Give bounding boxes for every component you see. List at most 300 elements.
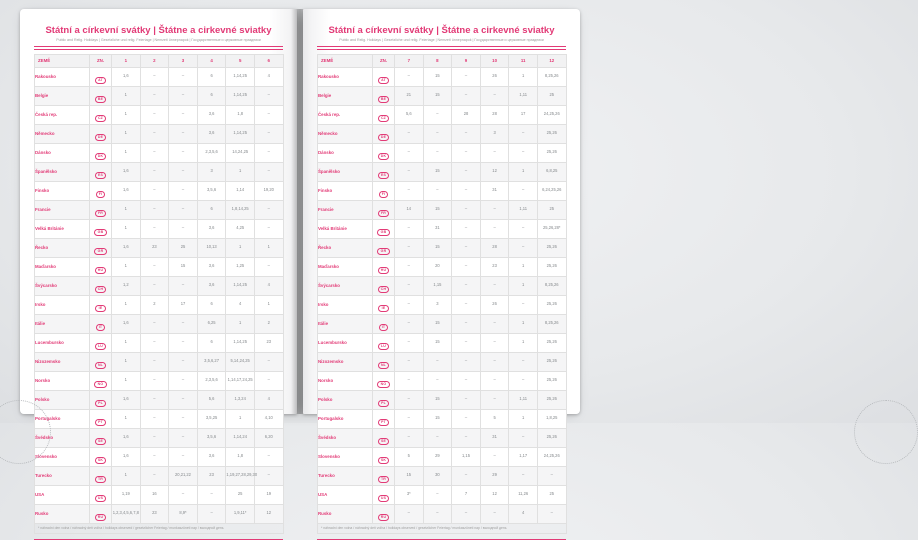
table-row [35,466,284,485]
holiday-dates-cell: – [452,238,481,257]
country-code-badge: PL [378,400,389,407]
table-row [35,124,284,143]
holiday-dates-cell: – [509,181,538,200]
holiday-dates-cell: 3,6 [197,276,226,295]
country-code-badge: AT [95,77,106,84]
holiday-dates-cell: 6,25 [197,314,226,333]
table-row [318,428,567,447]
holiday-dates-cell: – [169,390,198,409]
table-row [318,105,567,124]
holiday-dates-cell: – [140,86,169,105]
holiday-dates-cell: 8,9* [169,504,198,523]
holiday-dates-cell: 5 [395,447,424,466]
holiday-dates-cell: 1,6 [112,314,141,333]
holiday-dates-cell: – [254,371,283,390]
country-code-cell [373,352,395,371]
holiday-dates-cell: 15 [423,390,452,409]
holiday-dates-cell: 14,24,25 [226,143,255,162]
holiday-dates-cell: – [254,162,283,181]
holiday-dates-cell: 1,6 [112,447,141,466]
holiday-dates-cell: – [509,124,538,143]
country-code-badge: RU [95,514,107,521]
holiday-dates-cell: 1,8,25 [537,409,566,428]
holiday-dates-cell: – [395,219,424,238]
country-name: Řecko [318,238,373,257]
country-code-badge: DK [95,153,107,160]
holiday-dates-cell: 21 [395,86,424,105]
holiday-dates-cell: 1 [226,409,255,428]
table-row [35,200,284,219]
holiday-dates-cell: 1,19 [112,485,141,504]
country-code-cell [373,333,395,352]
holiday-dates-cell: – [169,67,198,86]
holiday-dates-cell: 2 [140,295,169,314]
holiday-dates-cell: – [537,466,566,485]
table-row [318,485,567,504]
holiday-dates-cell: – [423,485,452,504]
holiday-dates-cell: – [169,200,198,219]
holiday-dates-cell: 19,20 [254,181,283,200]
holiday-dates-cell: 20 [423,257,452,276]
holiday-dates-cell: – [254,124,283,143]
holiday-dates-cell: 6 [197,67,226,86]
country-code-badge: IT [96,324,106,331]
table-row [35,238,284,257]
holiday-dates-cell: 6 [197,200,226,219]
holiday-dates-cell: 6,8,25 [537,162,566,181]
table-row [318,276,567,295]
corner-perforation-arc [854,400,918,464]
holiday-dates-cell: 1 [112,409,141,428]
holiday-dates-cell: 5,6 [395,105,424,124]
country-code-cell [373,504,395,523]
country-code-cell [373,447,395,466]
holiday-dates-cell: – [480,219,509,238]
holiday-dates-cell: – [169,143,198,162]
holiday-dates-cell: – [452,276,481,295]
holiday-dates-cell: 3 [197,162,226,181]
holiday-dates-cell: 4,25 [226,219,255,238]
col-header-code: ZN. [373,54,395,67]
holiday-dates-cell: 1 [509,409,538,428]
holiday-dates-cell: – [395,333,424,352]
holiday-dates-cell: 25,26 [537,428,566,447]
holiday-dates-cell: – [395,352,424,371]
holiday-dates-cell: – [452,124,481,143]
left-page [20,9,297,531]
country-code-cell [373,295,395,314]
holiday-dates-cell: – [452,181,481,200]
table-row [318,238,567,257]
country-name: Německo [318,124,373,143]
holiday-dates-cell: 5,6 [197,390,226,409]
holiday-dates-cell: 5,14,24,25 [226,352,255,371]
holiday-dates-cell: – [452,409,481,428]
country-name: Švýcarsko [35,276,90,295]
holiday-dates-cell: – [480,447,509,466]
holiday-dates-cell: – [254,352,283,371]
holiday-dates-cell: 4,10 [254,409,283,428]
holiday-dates-cell: 1,11 [509,200,538,219]
country-code-cell [90,162,112,181]
country-name: Dánsko [318,143,373,162]
holiday-dates-cell: 25 [537,86,566,105]
holiday-dates-cell: – [423,428,452,447]
holiday-dates-cell: – [169,428,198,447]
holiday-dates-cell: – [140,67,169,86]
table-row [318,447,567,466]
holiday-dates-cell: 6 [197,86,226,105]
holiday-dates-cell: 1,8,14,25 [226,200,255,219]
table-row [35,219,284,238]
holiday-dates-cell: – [395,314,424,333]
holiday-dates-cell: 6 [197,333,226,352]
holiday-dates-cell: 1 [509,257,538,276]
holiday-dates-cell: 25,26,28* [537,219,566,238]
country-name: Lucembursko [318,333,373,352]
holiday-dates-cell: 6,24,25,26 [537,181,566,200]
country-code-cell [90,447,112,466]
holiday-dates-cell: 1 [112,257,141,276]
right-page [303,9,580,531]
country-name: Rakousko [318,67,373,86]
holiday-dates-cell: 3,6 [197,105,226,124]
country-name: Slovensko [318,447,373,466]
country-code-cell [90,390,112,409]
country-name: Nizozemsko [35,352,90,371]
holiday-dates-cell: – [254,200,283,219]
holiday-dates-cell: – [140,257,169,276]
holiday-dates-cell: 1 [112,371,141,390]
holiday-dates-cell: 1 [112,124,141,143]
country-code-cell [373,314,395,333]
country-code-badge: CH [378,286,390,293]
title-divider [34,46,283,50]
holiday-table-right [317,54,567,534]
holiday-dates-cell: – [480,200,509,219]
holiday-dates-cell: – [452,333,481,352]
country-name: Turecko [318,466,373,485]
holiday-dates-cell: 1,6 [112,181,141,200]
country-name: Belgie [35,86,90,105]
holiday-dates-cell: 1,9,11* [226,504,255,523]
holiday-dates-cell: – [509,371,538,390]
country-name: Španělsko [318,162,373,181]
country-code-cell [373,257,395,276]
page-subtitle: Public and Relig. Holidays | Gesetzliche und relig. Feiertage | Nemzeti ünnepnapok | Государственные и церковные праздники [56,38,261,42]
holiday-dates-cell: 28 [480,105,509,124]
country-name: Turecko [35,466,90,485]
holiday-dates-cell: – [395,276,424,295]
col-header-month: 5 [226,54,255,67]
holiday-dates-cell: – [452,504,481,523]
holiday-dates-cell: – [395,428,424,447]
holiday-dates-cell: 2,3,5,6 [197,371,226,390]
holiday-dates-cell: 1 [112,86,141,105]
country-code-cell [373,200,395,219]
table-row [35,390,284,409]
holiday-dates-cell: 15 [395,466,424,485]
holiday-dates-cell: – [140,181,169,200]
holiday-dates-cell: 1,25 [226,257,255,276]
country-code-badge: PL [95,400,106,407]
holiday-dates-cell: 3 [480,124,509,143]
country-code-badge: CZ [378,115,389,122]
holiday-dates-cell: 1,14,25 [226,124,255,143]
holiday-dates-cell: 1 [254,295,283,314]
table-row [35,105,284,124]
country-code-badge: FR [378,210,389,217]
col-header-country: ZEMĚ [318,54,373,67]
table-row [35,333,284,352]
holiday-dates-cell: – [480,333,509,352]
holiday-dates-cell: 1,6 [112,67,141,86]
holiday-dates-cell: – [452,352,481,371]
table-row [318,466,567,485]
table-header-row [35,54,284,67]
country-name: Polsko [318,390,373,409]
table-row [35,181,284,200]
holiday-dates-cell: 20,21,22 [169,466,198,485]
holiday-dates-cell: – [140,390,169,409]
table-row [318,124,567,143]
holiday-dates-cell: 25,26 [537,390,566,409]
country-name: Dánsko [35,143,90,162]
holiday-dates-cell: 1 [112,219,141,238]
holiday-dates-cell: 15 [423,238,452,257]
country-code-badge: GB [94,229,106,236]
country-code-badge: TR [378,476,389,483]
holiday-dates-cell: – [395,390,424,409]
holiday-dates-cell: – [140,276,169,295]
table-row [318,143,567,162]
holiday-dates-cell: 3,6 [197,447,226,466]
holiday-dates-cell: – [452,428,481,447]
holiday-dates-cell: – [452,371,481,390]
col-header-month: 3 [169,54,198,67]
country-code-badge: RU [378,514,390,521]
holiday-dates-cell: 3* [395,485,424,504]
holiday-dates-cell: – [140,447,169,466]
holiday-dates-cell: 3,5,6,27 [197,352,226,371]
holiday-dates-cell: 8,25,26 [537,276,566,295]
holiday-dates-cell: – [509,466,538,485]
holiday-dates-cell: – [395,143,424,162]
country-code-cell [373,466,395,485]
country-code-badge: DK [378,153,390,160]
holiday-dates-cell: 25,26 [537,371,566,390]
holiday-dates-cell: – [140,333,169,352]
table-row [318,162,567,181]
country-code-badge: GR [377,248,389,255]
country-code-cell [373,390,395,409]
holiday-dates-cell: – [537,504,566,523]
holiday-dates-cell: 4 [254,390,283,409]
holiday-dates-cell: – [452,466,481,485]
holiday-dates-cell: 1,6 [112,390,141,409]
holiday-dates-cell: 1 [226,162,255,181]
holiday-dates-cell: – [423,143,452,162]
country-code-badge: HU [378,267,390,274]
country-code-cell [90,504,112,523]
country-name: Francie [35,200,90,219]
holiday-dates-cell: 1,2 [112,276,141,295]
holiday-dates-cell: 1,11 [509,86,538,105]
country-code-cell [373,162,395,181]
holiday-dates-cell: – [169,276,198,295]
right-page-content [317,9,566,540]
country-name: Rusko [35,504,90,523]
country-code-cell [373,276,395,295]
holiday-dates-cell: – [452,162,481,181]
page-subtitle: Public and Relig. Holidays | Gesetzliche und relig. Feiertage | Nemzeti ünnepnapok | Государственные и церковные праздники [339,38,544,42]
holiday-dates-cell: 1,14,25 [226,276,255,295]
holiday-dates-cell: 2,3,5,6 [197,143,226,162]
holiday-dates-cell: – [452,86,481,105]
holiday-dates-cell: – [140,428,169,447]
holiday-dates-cell: – [140,352,169,371]
holiday-dates-cell: – [423,352,452,371]
country-name: Nizozemsko [318,352,373,371]
holiday-dates-cell: 2 [254,314,283,333]
holiday-dates-cell: 3,6 [197,219,226,238]
footnote: * náhradní den volna / náhradný deň voľna / holidays observed / gesetzlicher Feiertag / munkaszüneti nap / выходной день [318,523,567,533]
col-header-month: 8 [423,54,452,67]
holiday-dates-cell: 12 [480,485,509,504]
col-header-month: 10 [480,54,509,67]
holiday-dates-cell: 31 [480,428,509,447]
holiday-dates-cell: 3,5,6 [197,181,226,200]
col-header-month: 12 [537,54,566,67]
holiday-dates-cell: 1,14,25 [226,67,255,86]
holiday-dates-cell: – [480,276,509,295]
country-code-cell [90,67,112,86]
country-name: Švýcarsko [318,276,373,295]
country-code-badge: PT [95,419,106,426]
country-code-badge: DE [378,134,390,141]
holiday-dates-cell: – [140,314,169,333]
table-row [35,409,284,428]
holiday-dates-cell: 26 [480,67,509,86]
country-code-badge: CZ [95,115,106,122]
table-body-right [318,67,567,523]
country-name: Německo [35,124,90,143]
country-code-cell [373,86,395,105]
table-row [318,504,567,523]
country-code-badge: HU [95,267,107,274]
holiday-dates-cell: 31 [480,181,509,200]
holiday-dates-cell: 25 [537,200,566,219]
holiday-dates-cell: 1 [509,333,538,352]
country-code-cell [90,143,112,162]
country-name: Česká rep. [318,105,373,124]
table-row [35,447,284,466]
col-header-month: 4 [197,54,226,67]
holiday-dates-cell: – [509,428,538,447]
holiday-dates-cell: 15 [423,314,452,333]
holiday-dates-cell: – [140,124,169,143]
country-code-cell [90,466,112,485]
country-code-badge: ES [95,172,106,179]
holiday-dates-cell: 1,14,25 [226,86,255,105]
holiday-dates-cell: 1,17 [509,447,538,466]
holiday-dates-cell: 1,6 [112,238,141,257]
country-code-badge: LU [378,343,389,350]
holiday-dates-cell: 19 [254,485,283,504]
country-code-cell [373,67,395,86]
holiday-dates-cell: – [140,219,169,238]
holiday-dates-cell: – [197,504,226,523]
country-code-badge: NO [377,381,389,388]
holiday-dates-cell: – [254,143,283,162]
country-code-cell [373,371,395,390]
holiday-dates-cell: 1 [509,67,538,86]
holiday-dates-cell: – [452,219,481,238]
table-row [318,257,567,276]
country-code-badge: NL [378,362,389,369]
country-name: Portugalsko [318,409,373,428]
holiday-dates-cell: 1 [509,314,538,333]
country-code-cell [373,428,395,447]
holiday-dates-cell: – [169,219,198,238]
table-row [35,314,284,333]
table-row [35,162,284,181]
country-name: Finsko [318,181,373,200]
holiday-dates-cell: 25,26 [537,238,566,257]
holiday-dates-cell: 3,6 [197,124,226,143]
holiday-dates-cell: 16 [140,485,169,504]
table-row [318,67,567,86]
holiday-dates-cell: 25,26 [537,143,566,162]
country-code-badge: GR [94,248,106,255]
holiday-dates-cell: – [480,352,509,371]
country-code-cell [90,333,112,352]
holiday-dates-cell: – [169,371,198,390]
holiday-dates-cell: – [423,105,452,124]
holiday-dates-cell: – [140,200,169,219]
country-code-cell [373,105,395,124]
holiday-dates-cell: 1 [112,352,141,371]
holiday-dates-cell: – [480,504,509,523]
holiday-dates-cell: 28 [480,238,509,257]
col-header-country: ZEMĚ [35,54,90,67]
holiday-dates-cell: 23 [140,238,169,257]
holiday-dates-cell: 31 [423,219,452,238]
country-name: Itálie [318,314,373,333]
holiday-dates-cell: 5 [480,409,509,428]
holiday-dates-cell: 24,25,26 [537,105,566,124]
table-row [35,428,284,447]
country-code-badge: FR [95,210,106,217]
country-code-badge: NL [95,362,106,369]
holiday-dates-cell: 29 [423,447,452,466]
country-name: Belgie [318,86,373,105]
holiday-dates-cell: 25 [169,238,198,257]
holiday-dates-cell: – [140,466,169,485]
holiday-dates-cell: 6 [197,295,226,314]
country-name: Norsko [318,371,373,390]
holiday-dates-cell: 1,11 [509,390,538,409]
table-row [35,485,284,504]
country-code-badge: PT [378,419,389,426]
table-row [318,295,567,314]
holiday-dates-cell: 1,14,17,24,25 [226,371,255,390]
country-name: Maďarsko [35,257,90,276]
holiday-dates-cell: 26 [480,295,509,314]
country-code-badge: BE [95,96,107,103]
holiday-dates-cell: – [140,371,169,390]
country-name: Norsko [35,371,90,390]
